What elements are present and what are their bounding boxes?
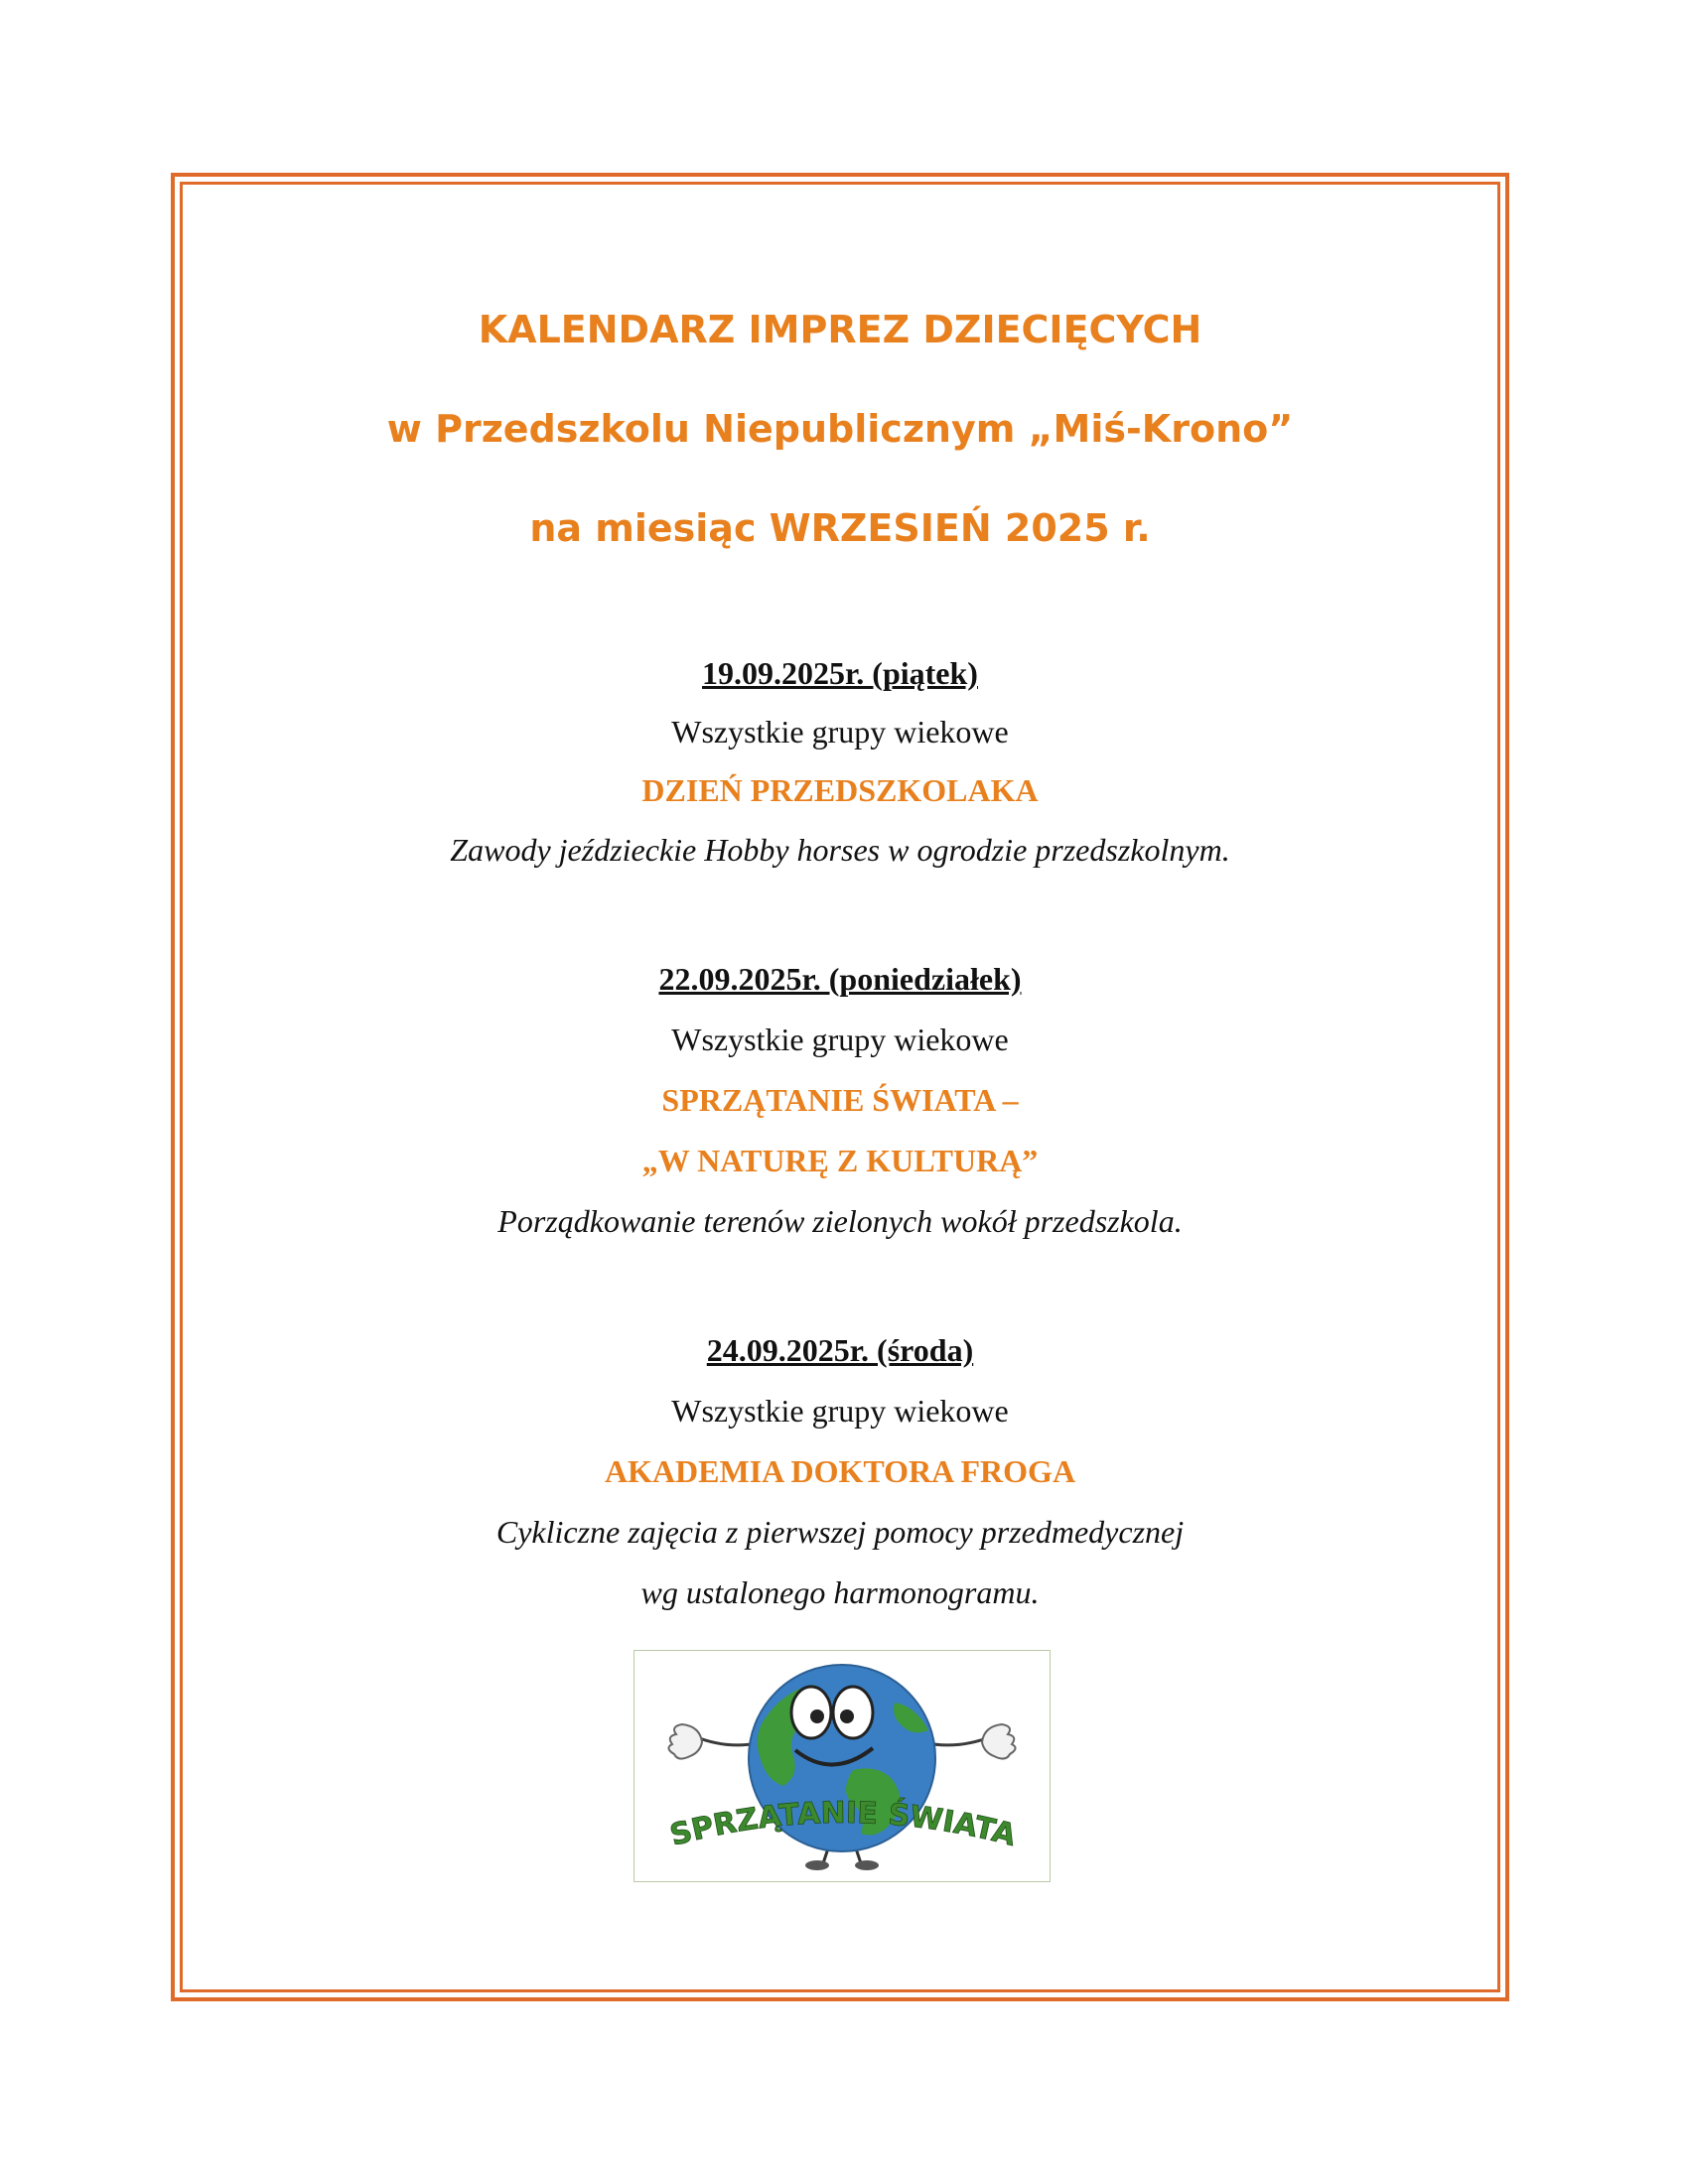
event-2-description: Porządkowanie terenów zielonych wokół przedszkola.	[497, 1203, 1183, 1239]
event-2-title-line2: „W NATURĘ Z KULTURĄ”	[641, 1143, 1039, 1178]
event-1-group: Wszystkie grupy wiekowe	[671, 714, 1009, 750]
calendar-subtitle-month: na miesiąc WRZESIEŃ 2025 r.	[529, 506, 1151, 550]
event-2-title-line1: SPRZĄTANIE ŚWIATA –	[661, 1082, 1019, 1118]
event-2-group: Wszystkie grupy wiekowe	[671, 1022, 1009, 1057]
calendar-subtitle-institution: w Przedszkolu Niepublicznym „Miś-Krono”	[386, 407, 1294, 451]
event-3-group: Wszystkie grupy wiekowe	[671, 1393, 1009, 1429]
event-1-title: DZIEŃ PRZEDSZKOLAKA	[641, 772, 1039, 808]
event-1-date: 19.09.2025r. (piątek)	[702, 655, 978, 691]
smiling-globe-icon	[634, 1651, 1050, 1881]
sprzatanie-swiata-logo	[633, 1650, 1051, 1882]
logo-text: SPRZĄTANIE ŚWIATA	[666, 1795, 1020, 1853]
event-3-description-line1: Cykliczne zajęcia z pierwszej pomocy przedmedycznej	[495, 1514, 1185, 1550]
calendar-content	[183, 185, 1497, 1989]
event-2-date: 22.09.2025r. (poniedziałek)	[658, 961, 1022, 997]
event-1-description: Zawody jeździeckie Hobby horses w ogrodzie przedszkolnym.	[450, 832, 1230, 868]
calendar-title: KALENDARZ IMPREZ DZIECIĘCYCH	[478, 308, 1202, 351]
event-3-title: AKADEMIA DOKTORA FROGA	[604, 1453, 1076, 1489]
event-3-description-line2: wg ustalonego harmonogramu.	[640, 1574, 1040, 1610]
event-3-date: 24.09.2025r. (środa)	[706, 1332, 974, 1368]
